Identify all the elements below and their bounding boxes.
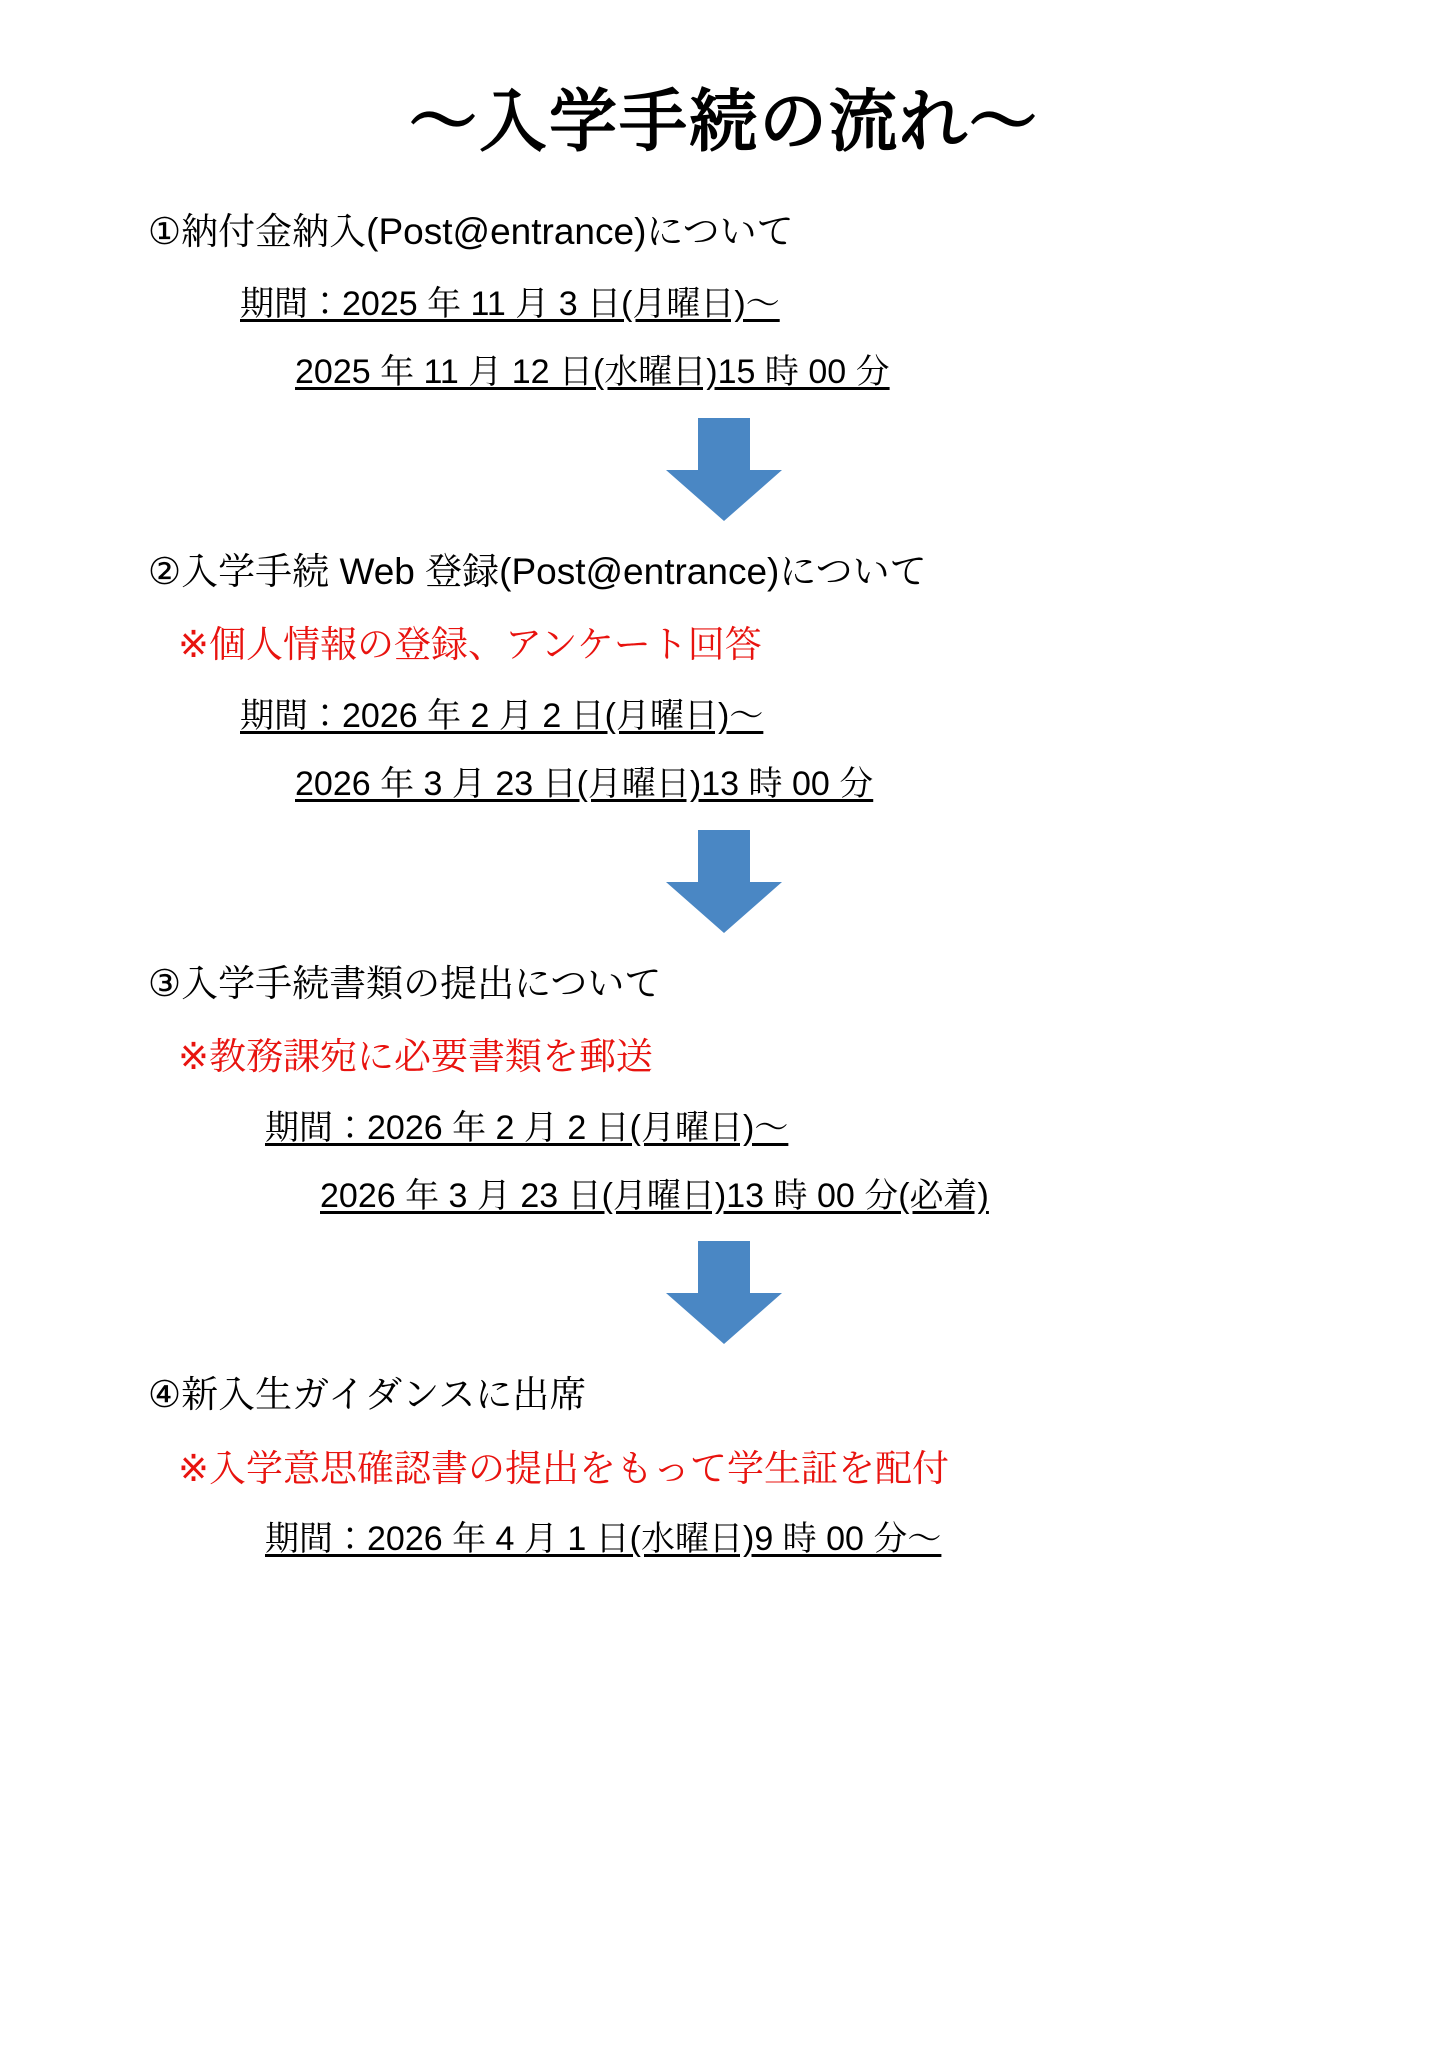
step-1-heading: ①納付金納入(Post@entrance)について — [148, 210, 794, 252]
step-3-period-line-1-text: 期間：2026 年 2 月 2 日(月曜日)～ — [265, 1108, 789, 1147]
down-arrow-icon — [664, 1241, 784, 1345]
step-1-period-line-1-text: 期間：2025 年 11 月 3 日(月曜日)～ — [240, 285, 780, 324]
step-1-period-line-2-text: 2025 年 11 月 12 日(水曜日)15 時 00 分 — [295, 353, 890, 392]
step-4-heading: ④新入生ガイダンスに出席 — [148, 1374, 587, 1416]
step-4-note: ※入学意思確認書の提出をもって学生証を配付 — [178, 1447, 950, 1489]
down-arrow-icon — [664, 418, 784, 522]
step-1 — [90, 204, 1358, 400]
step-2-period-line-2 — [90, 757, 1358, 811]
step-3-period-line-2-text: 2026 年 3 月 23 日(月曜日)13 時 00 分(必着) — [320, 1177, 989, 1216]
step-1-period-line-2 — [90, 345, 1358, 399]
step-2-period-line-1 — [90, 689, 1358, 743]
arrow-2-container — [90, 830, 1358, 934]
step-4-period-line-1-text: 期間：2026 年 4 月 1 日(水曜日)9 時 00 分～ — [265, 1520, 942, 1559]
arrow-1-container — [90, 418, 1358, 522]
step-2-period-line-1-text: 期間：2026 年 2 月 2 日(月曜日)～ — [240, 696, 764, 735]
page-title: ～入学手続の流れ～ — [408, 84, 1039, 160]
step-3-note: ※教務課宛に必要書類を郵送 — [178, 1036, 654, 1078]
step-4-period-line-1 — [90, 1512, 1358, 1566]
step-2-period-line-2-text: 2026 年 3 月 23 日(月曜日)13 時 00 分 — [295, 765, 874, 804]
step-3-period-line-2 — [90, 1169, 1358, 1223]
step-2 — [90, 544, 1358, 812]
step-4 — [90, 1367, 1358, 1566]
step-2-heading: ②入学手続 Web 登録(Post@entrance)について — [148, 550, 927, 592]
step-3 — [90, 956, 1358, 1224]
step-3-period-line-1 — [90, 1101, 1358, 1155]
step-3-heading: ③入学手続書類の提出について — [148, 962, 662, 1004]
down-arrow-icon — [664, 830, 784, 934]
step-1-period-line-1 — [90, 277, 1358, 331]
arrow-3-container — [90, 1241, 1358, 1345]
step-2-note: ※個人情報の登録、アンケート回答 — [178, 624, 762, 666]
